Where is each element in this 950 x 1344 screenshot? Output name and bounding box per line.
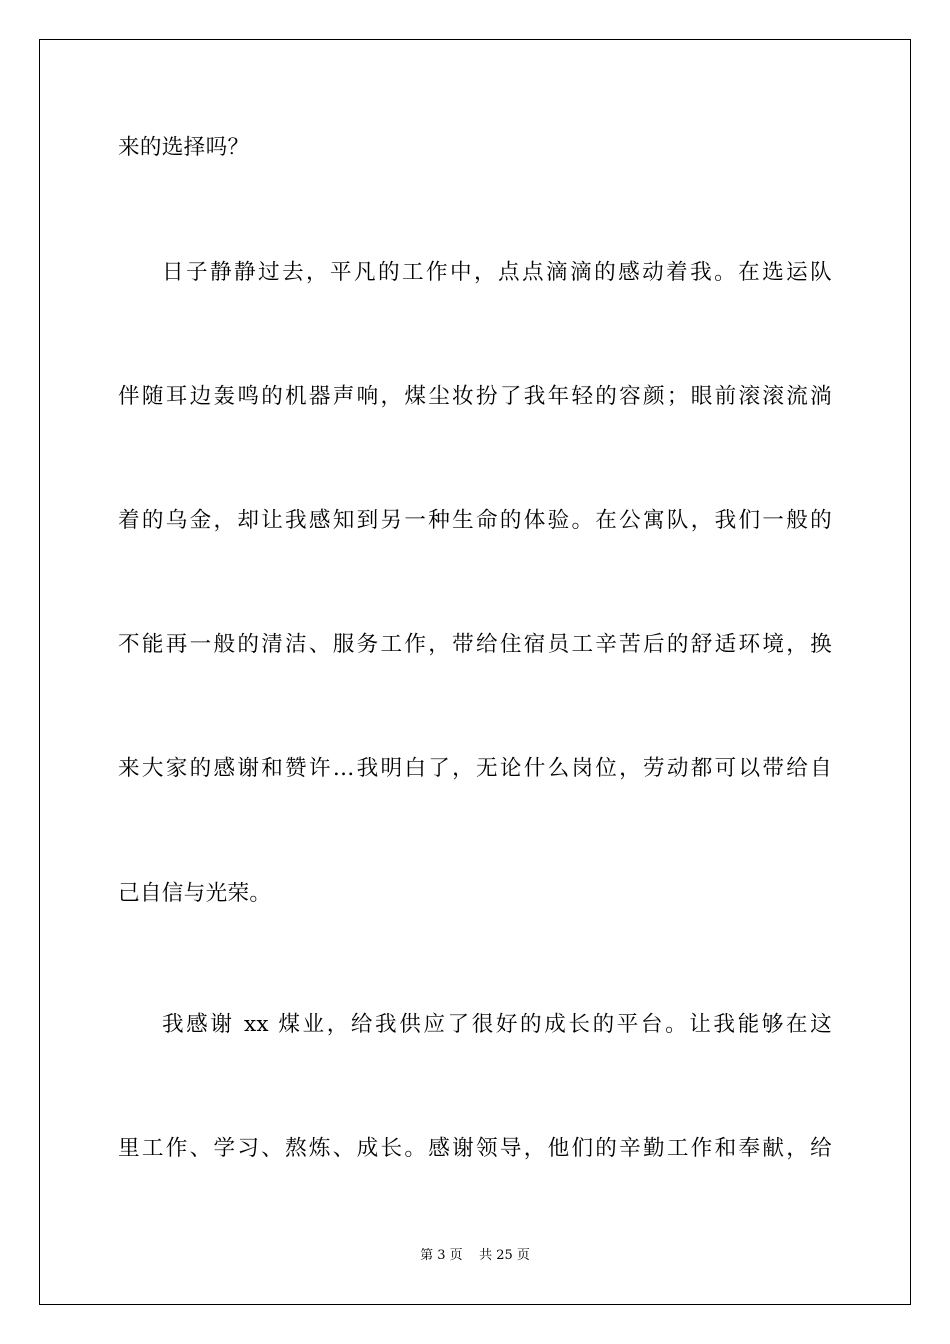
text-line: 来大家的感谢和赞许…我明白了，无论什么岗位，劳动都可以带给自 (118, 756, 832, 781)
text-line: 己自信与光荣。 (118, 881, 272, 906)
page-border (39, 39, 911, 1305)
text-line: 不能再一般的清洁、服务工作，带给住宿员工辛苦后的舒适环境，换 (118, 632, 832, 657)
page-number-footer: 第 3 页 共 25 页 (420, 1248, 530, 1263)
text-line: 里工作、学习、熬炼、成长。感谢领导，他们的辛勤工作和奉献，给 (118, 1136, 832, 1161)
paragraph-first-line: 我感谢 xx 煤业，给我供应了很好的成长的平台。让我能够在这 (162, 1012, 832, 1037)
text-line: 来的选择吗？ (118, 135, 250, 160)
text-line: 伴随耳边轰鸣的机器声响，煤尘妆扮了我年轻的容颜；眼前滚滚流淌 (118, 384, 832, 409)
text-line: 着的乌金，却让我感知到另一种生命的体验。在公寓队，我们一般的 (118, 508, 832, 533)
paragraph-first-line: 日子静静过去，平凡的工作中，点点滴滴的感动着我。在选运队 (162, 260, 832, 285)
